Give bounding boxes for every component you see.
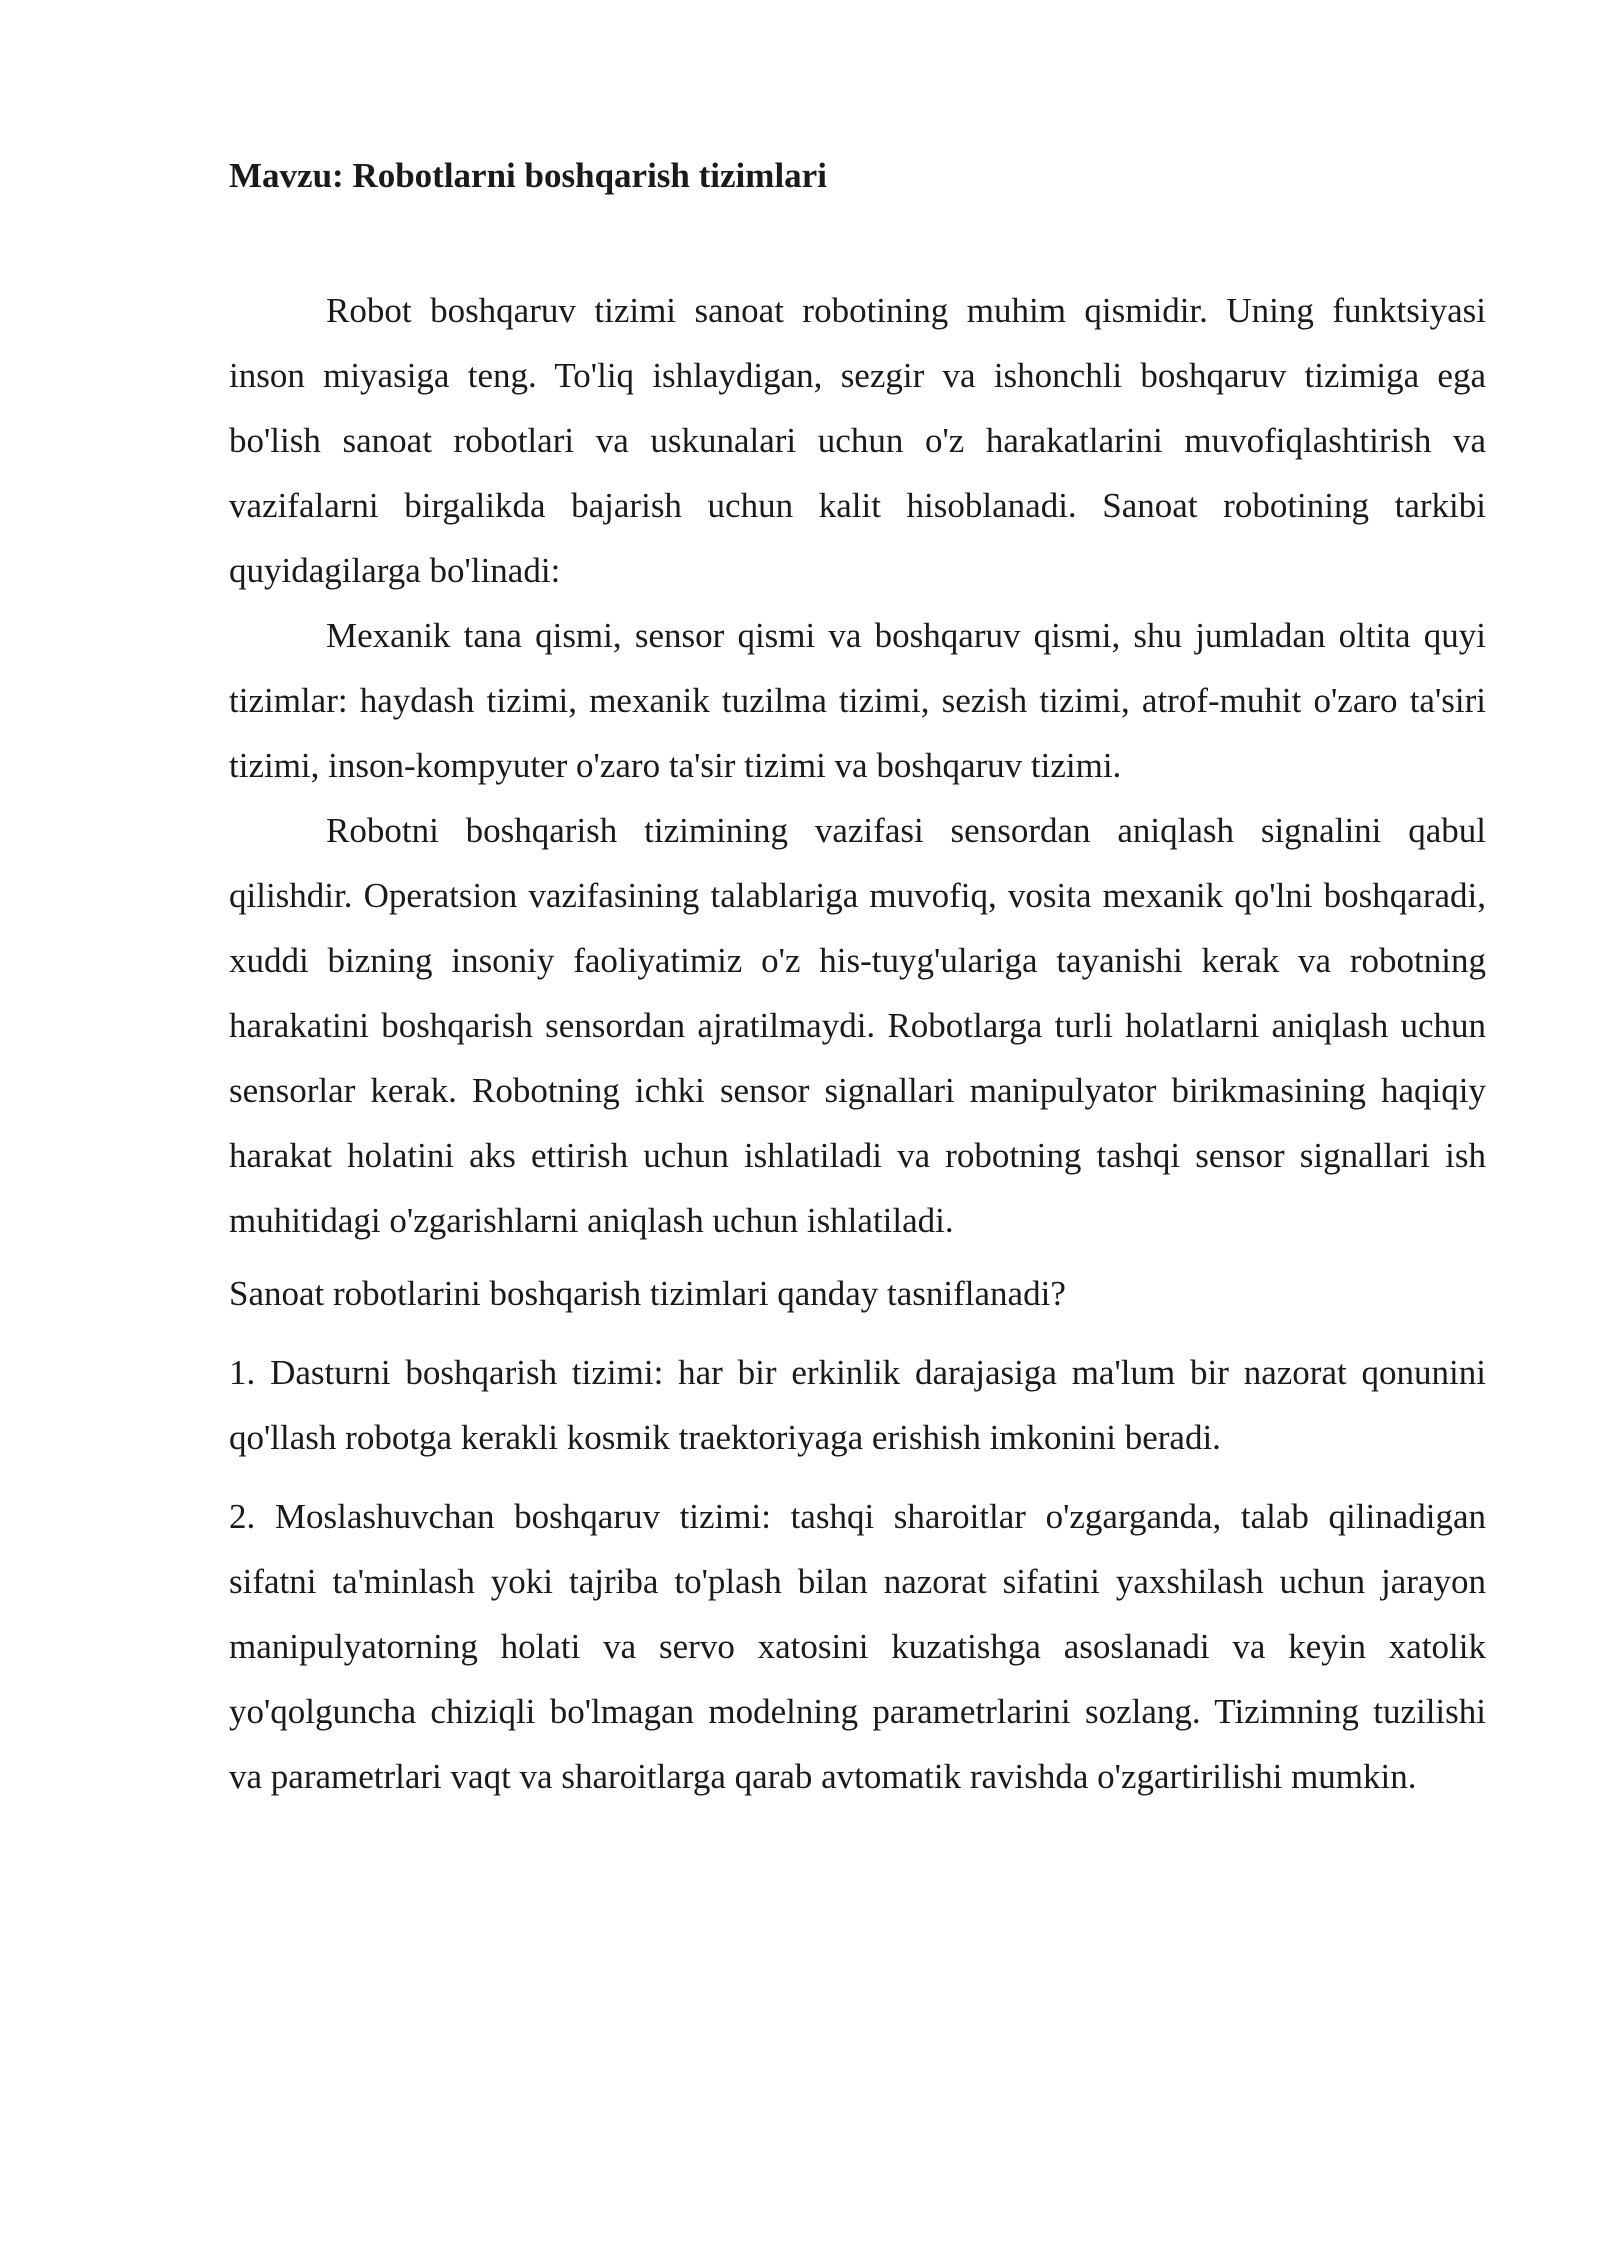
paragraph-control-task: Robotni boshqarish tizimining vazifasi sensordan aniqlash signalini qabul qilishdir. Operatsion vazifasining talablariga muvofiq, vosita mexanik qo'lni boshqaradi, xuddi bizning insoniy faoliyatimiz o'z his-tuyg'ulariga tayanishi kerak va robotning harakatini boshqarish sensordan ajratilmaydi. Robotlarga turli holatlarni aniqlash uchun sensorlar kerak. Robotning ichki sensor signallari manipulyator birikmasining haqiqiy harakat holatini aks ettirish uchun ishlatiladi va robotning tashqi sensor signallari ish muhitidagi o'zgarishlarni aniqlash uchun ishlatiladi. [229,811,1486,1240]
question-heading: Sanoat robotlarini boshqarish tizimlari qanday tasniflanadi? [229,1274,1066,1313]
list-item-program-control: 1. Dasturni boshqarish tizimi: har bir erkinlik darajasiga ma'lum bir nazorat qonunini qo'llash robotga kerakli kosmik traektoriyaga erishish imkonini beradi. [229,1353,1486,1457]
list-item-adaptive-control: 2. Moslashuvchan boshqaruv tizimi: tashqi sharoitlar o'zgarganda, talab qilinadigan sifatni ta'minlash yoki tajriba to'plash bilan nazorat sifatini yaxshilash uchun jarayon manipulyatorning holati va servo xatosini kuzatishga asoslanadi va keyin xatolik yo'qolguncha chiziqli bo'lmagan modelning parametrlarini sozlang. Tizimning tuzilishi va parametrlari vaqt va sharoitlarga qarab avtomatik ravishda o'zgartirilishi mumkin. [229,1497,1486,1796]
document-body [229,150,1486,1809]
spacer [229,202,1486,278]
spacer [229,1253,1486,1261]
paragraph-intro: Robot boshqaruv tizimi sanoat robotining muhim qismidir. Uning funktsiyasi inson miyasiga teng. To'liq ishlaydigan, sezgir va ishonchli boshqaruv tizimiga ega bo'lish sanoat robotlari va uskunalari uchun o'z harakatlarini muvofiqlashtirish va vazifalarni birgalikda bajarish uchun kalit hisoblanadi. Sanoat robotining tarkibi quyidagilarga bo'linadi: [229,291,1486,590]
document-title: Mavzu: Robotlarni boshqarish tizimlari [229,156,827,195]
spacer [229,1470,1486,1484]
paragraph-components: Mexanik tana qismi, sensor qismi va boshqaruv qismi, shu jumladan oltita quyi tizimlar: haydash tizimi, mexanik tuzilma tizimi, sezish tizimi, atrof-muhit o'zaro ta'siri tizimi, inson-kompyuter o'zaro ta'sir tizimi va boshqaruv tizimi. [229,616,1486,785]
spacer [229,1326,1486,1340]
